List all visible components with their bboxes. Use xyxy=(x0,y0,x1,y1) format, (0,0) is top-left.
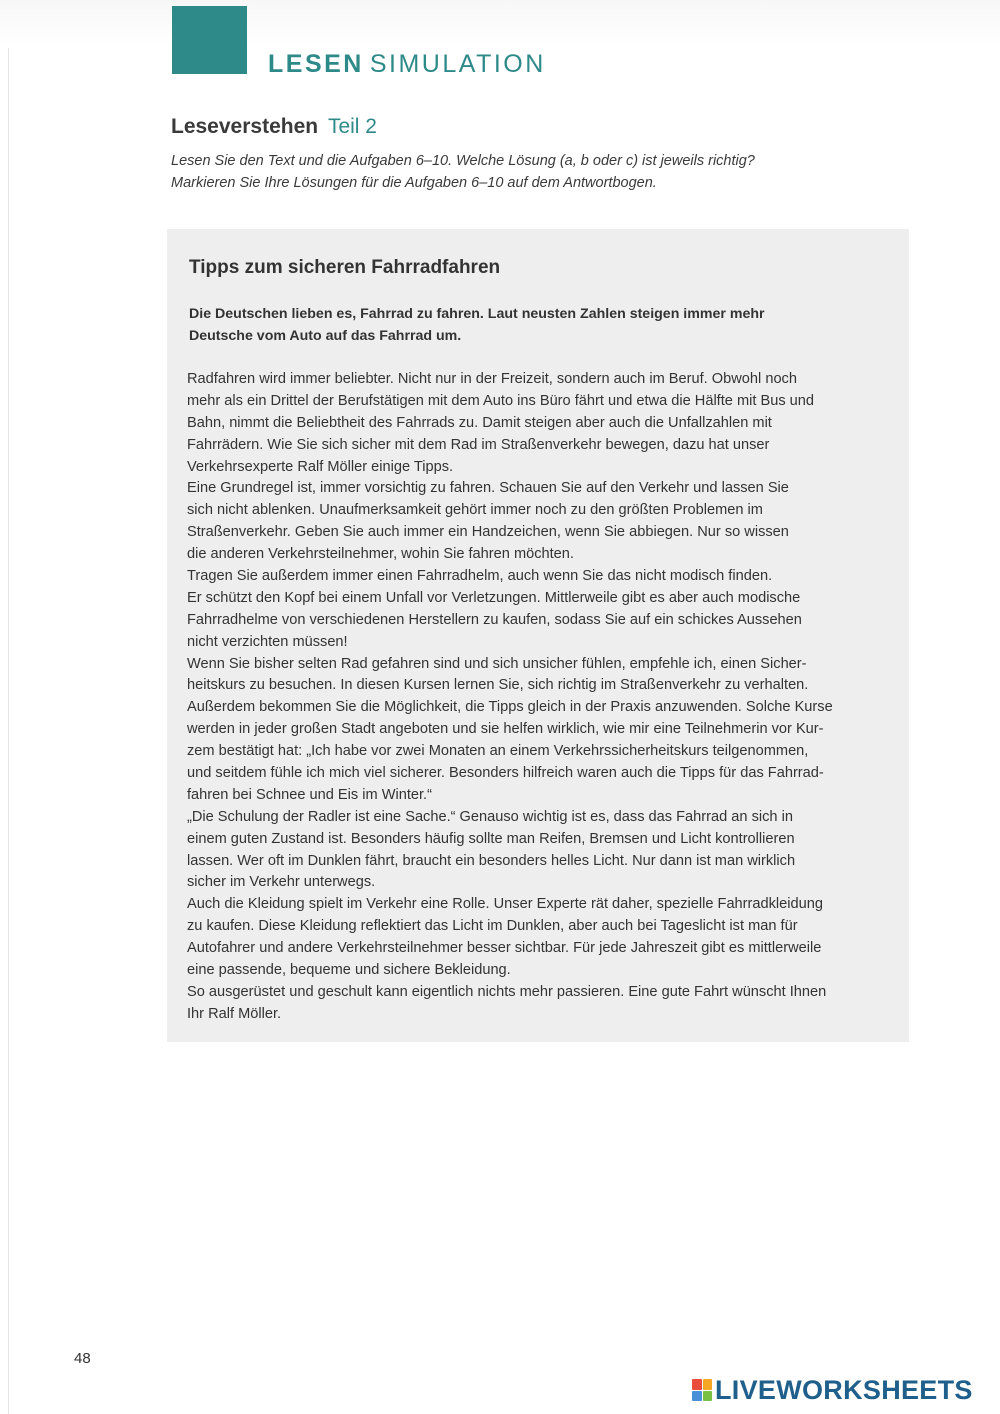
body-line: Außerdem bekommen Sie die Möglichkeit, die Tipps gleich in der Praxis anzuwenden. Solche Kurse xyxy=(187,699,833,716)
body-line: und seitdem fühle ich mich viel sicherer. Besonders hilfreich waren auch die Tipps für das Fahrrad- xyxy=(187,765,824,782)
body-line: Ihr Ralf Möller. xyxy=(187,1005,282,1022)
body-line: sich nicht ablenken. Unaufmerksamkeit gehört immer noch zu den größten Problemen im xyxy=(187,502,763,519)
body-line: die anderen Verkehrsteilnehmer, wohin Sie fahren möchten. xyxy=(187,546,574,563)
body-line: zu kaufen. Diese Kleidung reflektiert das Licht im Dunklen, aber auch bei Tageslicht ist man für xyxy=(187,918,798,935)
instruction-line: Markieren Sie Ihre Lösungen für die Aufgaben 6–10 auf dem Antwortbogen. xyxy=(171,175,657,191)
body-line: Radfahren wird immer beliebter. Nicht nur in der Freizeit, sondern auch im Beruf. Obwohl noch xyxy=(187,371,797,387)
brand-logo-square xyxy=(692,1391,702,1402)
body-line: zem bestätigt hat: „Ich habe vor zwei Monaten an einem Verkehrssicherheitskurs teilgenommen, xyxy=(187,743,809,760)
brand-logo-square xyxy=(703,1391,713,1402)
page-edge xyxy=(8,0,9,1414)
page-number: 48 xyxy=(74,1350,91,1367)
page-header xyxy=(268,50,546,79)
body-line: mehr als ein Drittel der Berufstätigen mit dem Auto ins Büro fährt und etwa die Hälfte mit Bus und xyxy=(187,392,815,409)
brand-logo-square xyxy=(692,1379,702,1390)
header-accent-block xyxy=(172,6,247,74)
body-line: Fahrrädern. Wie Sie sich sicher mit dem Rad im Straßenverkehr bewegen, dazu hat unser xyxy=(187,436,770,453)
body-line: So ausgerüstet und geschult kann eigentlich nichts mehr passieren. Eine gute Fahrt wünscht Ihnen xyxy=(187,983,827,1000)
brand-logo-icon xyxy=(692,1379,712,1401)
body-line: heitskurs zu besuchen. In diesen Kursen lernen Sie, sich richtig im Straßenverkehr zu verhalten. xyxy=(187,677,809,694)
body-line: lassen. Wer oft im Dunklen fährt, braucht ein besonders helles Licht. Nur dann ist man wirklich xyxy=(187,852,796,869)
liveworksheets-brand[interactable] xyxy=(692,1374,973,1406)
article-body xyxy=(187,369,897,1026)
body-line: Autofahrer und andere Verkehrsteilnehmer besser sichtbar. Für jede Jahreszeit gibt es mittlerweile xyxy=(187,940,822,957)
task-instructions xyxy=(171,150,891,194)
reading-text-box xyxy=(167,229,909,1042)
lead-line: Die Deutschen lieben es, Fahrrad zu fahren. Laut neusten Zahlen steigen immer mehr xyxy=(189,306,765,322)
body-line: einem guten Zustand ist. Besonders häufig sollte man Reifen, Bremsen und Licht kontrollieren xyxy=(187,830,795,847)
section-title-text: Leseverstehen xyxy=(171,115,319,138)
body-line: eine passende, bequeme und sichere Bekleidung. xyxy=(187,962,511,979)
instruction-line: Lesen Sie den Text und die Aufgaben 6–10. Welche Lösung (a, b oder c) ist jeweils richtig? xyxy=(171,153,755,169)
body-line: Fahrradhelme von verschiedenen Herstellern zu kaufen, sodass Sie auf ein schickes Aussehen xyxy=(187,611,802,628)
top-strip xyxy=(0,0,1000,48)
body-line: Straßenverkehr. Geben Sie auch immer ein Handzeichen, wenn Sie abbiegen. Nur so wissen xyxy=(187,524,789,541)
header-title-bold: LESEN xyxy=(268,50,364,78)
body-line: Wenn Sie bisher selten Rad gefahren sind und sich unsicher fühlen, empfehle ich, einen Sicher- xyxy=(187,655,807,672)
body-line: Er schützt den Kopf bei einem Unfall vor Verletzungen. Mittlerweile gibt es aber auch modische xyxy=(187,589,801,606)
section-title xyxy=(171,115,377,139)
lead-line: Deutsche vom Auto auf das Fahrrad um. xyxy=(189,328,462,344)
body-line: fahren bei Schnee und Eis im Winter.“ xyxy=(187,786,432,803)
body-line: „Die Schulung der Radler ist eine Sache.“ Genauso wichtig ist es, dass das Fahrrad an sich in xyxy=(187,808,793,825)
body-line: Verkehrsexperte Ralf Möller einige Tipps. xyxy=(187,458,454,475)
header-title-light: SIMULATION xyxy=(369,50,546,78)
article-lead xyxy=(189,303,879,347)
body-line: Eine Grundregel ist, immer vorsichtig zu fahren. Schauen Sie auf den Verkehr und lassen Sie xyxy=(187,480,789,497)
brand-logo-square xyxy=(703,1379,713,1390)
body-line: sicher im Verkehr unterwegs. xyxy=(187,874,376,891)
body-line: werden in jeder großen Stadt angeboten und sie helfen wirklich, wie mir eine Teilnehmerin vor Kur- xyxy=(187,721,824,738)
body-line: Auch die Kleidung spielt im Verkehr eine Rolle. Unser Experte rät daher, spezielle Fahrradkleidung xyxy=(187,896,823,913)
body-line: nicht verzichten müssen! xyxy=(187,633,348,650)
body-line: Tragen Sie außerdem immer einen Fahrradhelm, auch wenn Sie das nicht modisch finden. xyxy=(187,568,773,585)
body-line: Bahn, nimmt die Beliebtheit des Fahrrads zu. Damit steigen aber auch die Unfallzahlen mit xyxy=(187,414,772,431)
brand-text: LIVEWORKSHEETS xyxy=(715,1374,973,1405)
article-title: Tipps zum sicheren Fahrradfahren xyxy=(189,257,501,278)
section-part: Teil 2 xyxy=(327,115,377,138)
